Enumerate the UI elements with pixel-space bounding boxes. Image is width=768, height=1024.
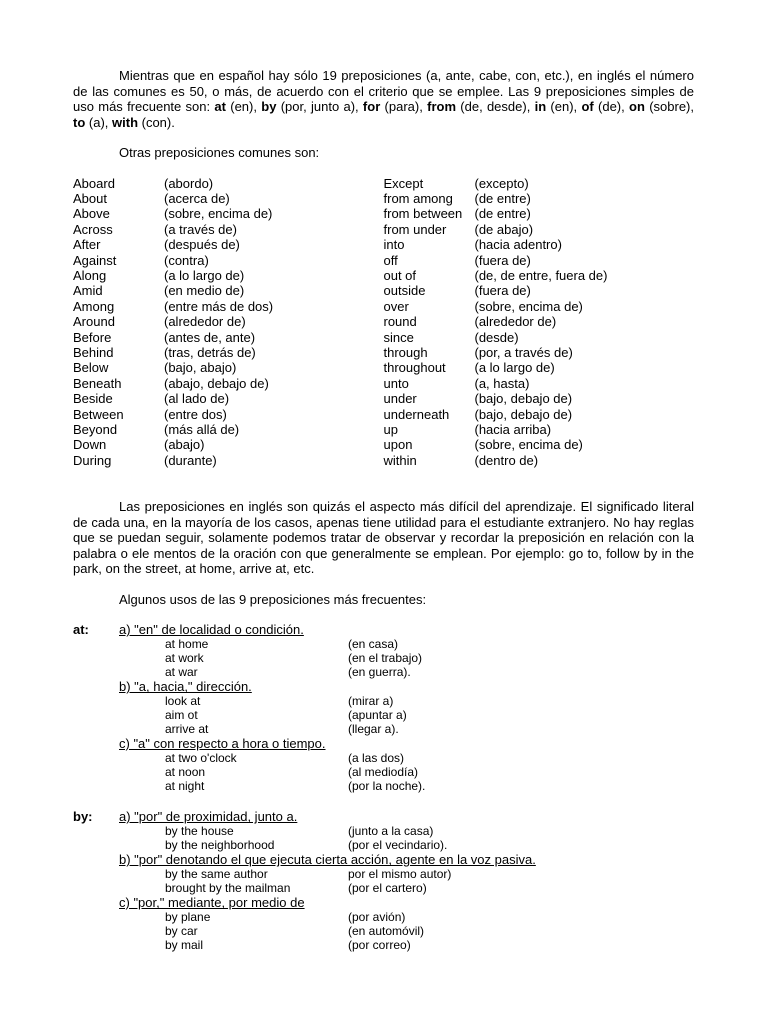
intro-text: (en), [546,99,582,114]
preposition-row [384,268,695,283]
example-spanish: (por el vecindario). [348,838,448,853]
preposition-row [73,345,384,360]
preposition-bold: on [629,99,645,114]
preposition-spanish: (entre dos) [164,406,227,422]
example-row [119,910,694,924]
intro-text: (por, junto a), [276,99,363,114]
preposition-english: through [383,344,428,360]
preposition-english: under [383,391,417,407]
preposition-row [384,345,695,360]
example-english: at work [165,651,204,666]
preposition-row [384,299,695,314]
sense-title: c) "por," mediante, por medio de [119,895,305,911]
example-english: at war [165,665,198,680]
preposition-english: Below [73,360,109,376]
preposition-english: Around [73,314,115,330]
preposition-list [73,176,694,469]
preposition-spanish: (contra) [164,252,209,268]
intro-text: Mientras que en español hay sólo 19 preposiciones (a, ante, cabe, con, etc.), en inglés el número de las comunes es 50, o más, de acuerdo con el criterio que se emplee. Las 9 preposiciones simples de uso más frecuente son: [73,68,694,114]
example-row [119,924,694,938]
preposition-english: within [383,452,417,468]
preposition-row [73,314,384,329]
preposition-english: Against [73,252,117,268]
preposition-english: round [383,314,417,330]
preposition-english: Behind [73,344,114,360]
sense-title: b) "a, hacia," dirección. [119,679,252,695]
preposition-row [73,422,384,437]
preposition-english: Along [73,267,107,283]
preposition-spanish: (por, a través de) [474,344,573,360]
preposition-row [73,437,384,452]
example-english: by the neighborhood [165,838,275,853]
preposition-spanish: (sobre, encima de) [474,298,583,314]
intro-text: (con). [138,114,175,130]
preposition-row [73,268,384,283]
sense-title: a) "en" de localidad o condición. [119,622,304,638]
preposition-spanish: (más allá de) [164,422,240,437]
intro-text: (a), [85,114,113,130]
preposition-row [384,360,695,375]
preposition-spanish: (a lo largo de) [474,360,555,376]
example-row [119,722,694,736]
preposition-spanish: (a lo largo de) [164,267,245,283]
preposition-row [384,176,695,191]
example-row [119,824,694,838]
example-row [119,765,694,779]
example-row [119,881,694,895]
preposition-spanish: (sobre, encima de) [474,437,583,453]
usage-block [73,809,694,952]
preposition-bold: by [261,99,277,114]
example-english: by the house [165,824,234,839]
example-english: at home [165,637,209,652]
preposition-row [384,253,695,268]
preposition-english: up [383,422,398,437]
example-row [119,838,694,852]
preposition-bold: at [214,99,226,114]
example-spanish: (por la noche). [348,779,426,794]
preposition-row [384,437,695,452]
preposition-english: Before [73,329,112,345]
example-spanish: (al mediodía) [348,765,419,780]
preposition-row [384,314,695,329]
example-english: at night [165,779,205,794]
example-english: at noon [165,765,206,780]
preposition-row [384,283,695,298]
example-english: by mail [165,938,204,953]
preposition-english: from between [383,206,463,222]
preposition-spanish: (a través de) [164,221,237,237]
example-row [119,708,694,722]
usage-heading: Algunos usos de las 9 preposiciones más frecuentes: [119,591,427,607]
example-spanish: (junto a la casa) [348,824,434,839]
preposition-spanish: (acerca de) [164,190,230,206]
example-spanish: (por correo) [348,938,411,953]
preposition-spanish: (después de) [164,237,240,253]
usage-section [73,622,694,952]
example-english: by the same author [165,867,268,882]
preposition-english: from among [383,190,453,206]
example-row [119,637,694,651]
preposition-spanish: (fuera de) [474,252,531,268]
usage-body [119,809,694,952]
preposition-row [73,283,384,298]
preposition-row [73,237,384,252]
example-row [119,665,694,679]
preposition-spanish: (tras, detrás de) [164,344,256,360]
preposition-english: Between [73,406,124,422]
preposition-spanish: (durante) [164,452,217,468]
example-row [119,651,694,665]
preposition-spanish: (dentro de) [474,452,539,468]
example-english: at two o'clock [165,751,237,766]
preposition-spanish: (de entre) [474,206,531,222]
preposition-spanish: (sobre, encima de) [164,206,273,222]
example-spanish: (por el cartero) [348,881,427,896]
preposition-english: out of [383,267,417,283]
preposition-english: over [383,298,409,314]
preposition-english: outside [383,283,426,299]
usage-word: at: [73,622,89,638]
preposition-row [73,407,384,422]
preposition-row [73,191,384,206]
preposition-spanish: (abajo) [164,437,205,453]
intro-text: (de), [593,99,630,114]
preposition-row [384,206,695,221]
example-spanish: por el mismo autor) [348,867,452,882]
sense-title: c) "a" con respecto a hora o tiempo. [119,736,326,752]
preposition-row [384,191,695,206]
example-spanish: (en casa) [348,637,399,652]
preposition-english: off [383,252,398,268]
usage-body [119,622,694,793]
preposition-english: since [383,329,414,345]
preposition-english: into [383,237,405,253]
preposition-english: throughout [383,360,446,376]
example-row [119,779,694,793]
example-row [119,694,694,708]
example-row [119,938,694,952]
preposition-english: Aboard [73,175,115,191]
usage-block [73,622,694,793]
difficulty-paragraph: Las preposiciones en inglés son quizás el aspecto más difícil del aprendizaje. El significado literal de cada una, en la mayoría de los casos, apenas tiene utilidad para el estudiante extranjero. No hay reglas que se puedan seguir, solamente podemos tratar de observar y recordar la preposición en relación con la palabra o ele mentos de la oración con que generalmente se emplean. Por ejemplo: go to, follow by in the park, on the street, at home, arrive at, etc. [73,499,694,577]
preposition-bold: from [427,99,456,114]
sense-title: a) "por" de proximidad, junto a. [119,809,298,825]
preposition-english: Beyond [73,422,118,437]
preposition-row [384,222,695,237]
example-english: brought by the mailman [165,881,291,896]
example-spanish: (mirar a) [348,694,394,709]
preposition-spanish: (de, de entre, fuera de) [474,267,608,283]
preposition-row [384,407,695,422]
preposition-english: About [73,190,107,206]
example-row [119,867,694,881]
preposition-spanish: (hacia adentro) [474,237,562,253]
preposition-row [73,206,384,221]
intro-paragraph [73,68,694,130]
preposition-row [73,391,384,406]
example-row [119,751,694,765]
preposition-english: from under [383,221,447,237]
preposition-spanish: (excepto) [474,175,529,191]
intro-text: (de, desde), [456,99,535,114]
preposition-english: underneath [383,406,450,422]
preposition-row [384,237,695,252]
preposition-bold: of [581,99,594,114]
example-spanish: (en automóvil) [348,924,425,939]
preposition-spanish: (abordo) [164,175,214,191]
preposition-english: Above [73,206,110,222]
preposition-spanish: (bajo, abajo) [164,360,237,376]
preposition-row [384,453,695,468]
preposition-spanish: (al lado de) [164,391,230,407]
preposition-bold: for [362,99,381,114]
preposition-row [384,391,695,406]
example-english: by plane [165,910,211,925]
preposition-english: Beneath [73,375,122,391]
preposition-spanish: (de abajo) [474,221,534,237]
preposition-spanish: (hacia arriba) [474,422,552,437]
preposition-row [73,360,384,375]
example-english: look at [165,694,201,709]
preposition-english: Down [73,437,107,453]
preposition-spanish: (fuera de) [474,283,531,299]
document-page [73,68,694,968]
preposition-english: During [73,452,112,468]
preposition-row [384,422,695,437]
preposition-row [73,453,384,468]
preposition-english: upon [383,437,413,453]
example-spanish: (apuntar a) [348,708,407,723]
example-english: aim ot [165,708,198,723]
preposition-bold: in [534,99,547,114]
preposition-spanish: (alrededor de) [474,314,557,330]
preposition-spanish: (en medio de) [164,283,245,299]
preposition-english: After [73,237,101,253]
preposition-row [73,176,384,191]
preposition-spanish: (desde) [474,329,519,345]
example-spanish: (en guerra). [348,665,411,680]
preposition-spanish: (de entre) [474,190,531,206]
preposition-english: unto [383,375,409,391]
preposition-column [384,176,695,469]
sense-title: b) "por" denotando el que ejecuta cierta acción, agente en la voz pasiva. [119,852,536,868]
usage-word: by: [73,809,93,825]
others-heading: Otras preposiciones comunes son: [119,145,320,160]
preposition-english: Beside [73,391,113,407]
preposition-row [73,222,384,237]
preposition-spanish: (antes de, ante) [164,329,256,345]
example-spanish: (llegar a). [348,722,399,737]
intro-text: (sobre), [644,99,694,114]
example-spanish: (a las dos) [348,751,405,766]
example-spanish: (por avión) [348,910,406,925]
preposition-row [73,253,384,268]
preposition-bold: with [112,114,139,130]
preposition-column [73,176,384,469]
preposition-spanish: (bajo, debajo de) [474,391,573,407]
preposition-spanish: (a, hasta) [474,375,530,391]
preposition-row [384,330,695,345]
intro-text: (para), [380,99,428,114]
example-spanish: (en el trabajo) [348,651,423,666]
preposition-row [73,376,384,391]
preposition-spanish: (alrededor de) [164,314,246,330]
intro-text: (en), [225,99,262,114]
preposition-spanish: (entre más de dos) [164,298,274,314]
preposition-row [73,299,384,314]
example-english: arrive at [165,722,209,737]
preposition-english: Amid [73,283,103,299]
preposition-bold: to [73,114,86,130]
preposition-row [384,376,695,391]
preposition-spanish: (abajo, debajo de) [164,375,269,391]
preposition-spanish: (bajo, debajo de) [474,406,573,422]
preposition-english: Except [383,175,424,191]
preposition-row [73,330,384,345]
preposition-english: Among [73,298,115,314]
preposition-english: Across [73,221,113,237]
example-english: by car [165,924,198,939]
